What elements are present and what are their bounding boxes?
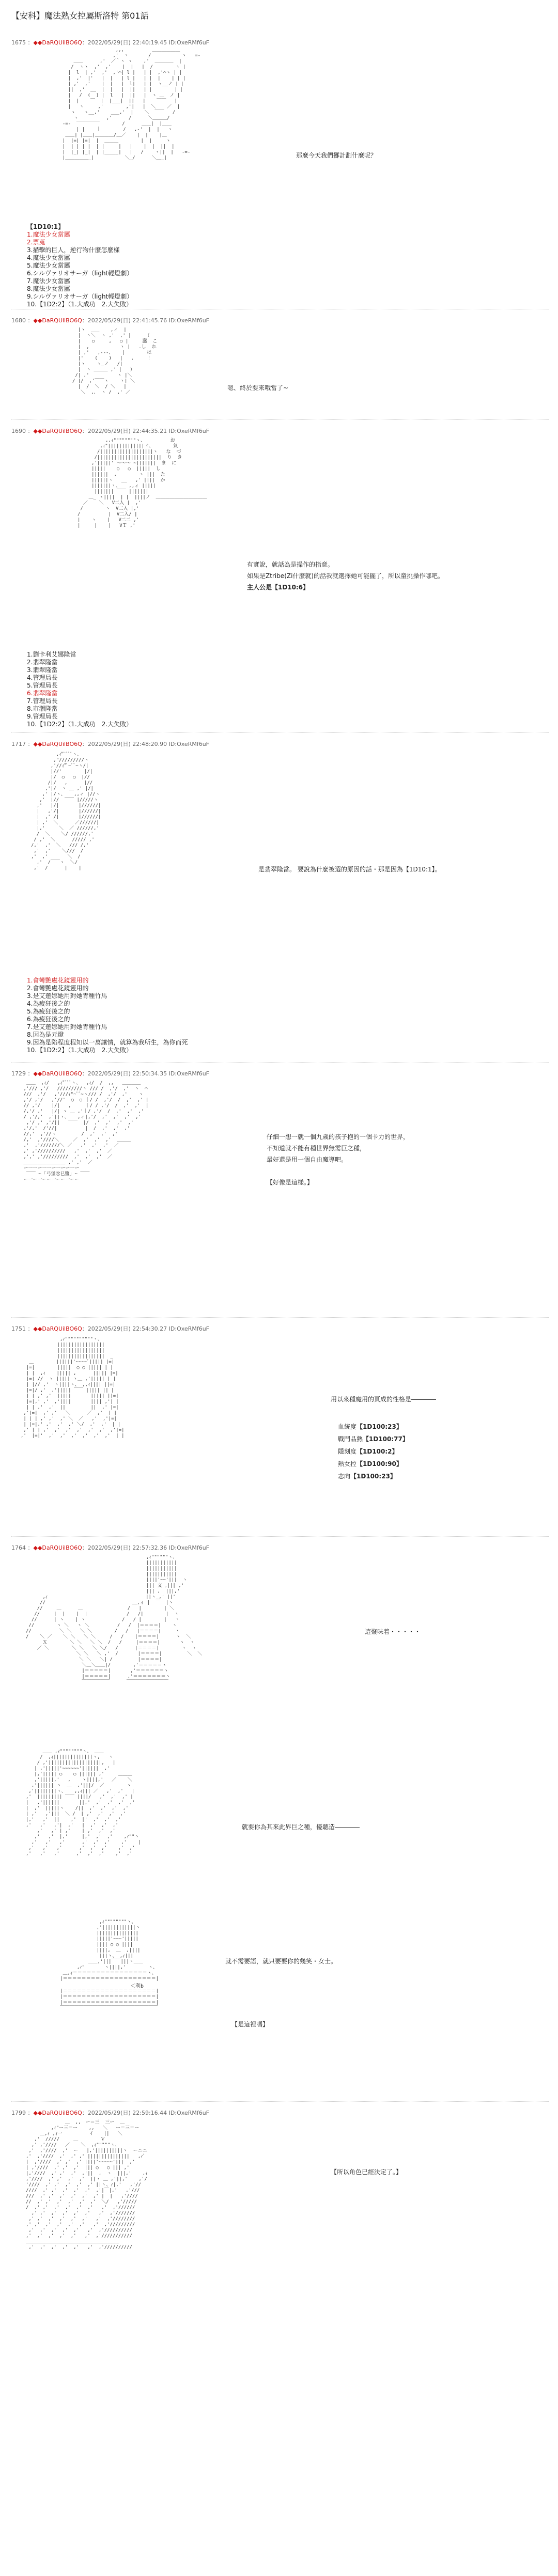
- list-item: 9.因為是陷程度程知以一萬讓情，就算為我所生，為你而死: [27, 1039, 188, 1046]
- ascii-art: ＿ ,, ー＝三 三ー ＿ ,ｨ"ー三＝ー ,, ＼ ー＝三＝ー ＿,ｨ ,ｨ一 ｲ || ＼ ,' ///// ＿ Ｖ ,' ,'//// ／ ＼ ,ｨ"""""ヽ、 ,' ,'//// ,' ー |,'||||||||||ヽ ーニニ ,' ,'//// ,' ,' ,' ||||||||||||||| ,ｨﾞ | ,'//// ,' ,' ,' ||||'~~~~~'||| ,' | ,'//// ,' ,' ,' ||| ○ ○ ||| ,' |,'//// ,' ,' ,' ,'|| , ヽ |||,' ,ｨ ,'//// ,' ,' ,' ,' ||ヽ ＿ ,'||,' ,'/ '//// ,' ,' ,' ,' ,' ||ヽ、ｨ|,' ,'// //// ,' ,' ,' ,' ,' ,'|￣|,' ,'/// /// ,' ,' ,' ,' ,' ,' | | ,'//// // ,' ,' ,' ,' ,' ,' ＼/ ,'///// / ,' ,' ,' ,' ,' ,' ,' ,'////// ,' ,' ,' ,' ,' ,' ,' ,'/////// ,' ,' ,' ,' ,' ,' ,' ,'//////// ,' ,' ,' ,' ,' ,' ,' ,'///////// ,' ,' ,' ,' ,' ,' ,'////////// ,' ,' ,' ,' ,' ,' ,'/////////// ＿＿＿＿＿＿＿＿＿＿＿＿＿＿＿＿＿＿＿＿ ,' ,' ,' ,' ,' ,' ,'//////////: [26, 2120, 148, 2250]
- choice-list: [27, 977, 188, 1054]
- post: [11, 427, 549, 435]
- post-number: 1675: [11, 39, 26, 46]
- list-item: 5.為疲狂後之的: [27, 1008, 70, 1015]
- list-item: 1.會彎艷處花鏡靈用的: [27, 977, 89, 984]
- speech-line: 不知道就不能有種世界無需巨之種，: [267, 1145, 366, 1152]
- speech-text: 那麼今天我們擲計劃什麼呢？: [296, 152, 377, 159]
- post-id[interactable]: ID:OxeRMf6uF: [168, 1070, 209, 1077]
- stat-label: 隱刻度: [338, 1448, 357, 1455]
- stat-value: 【1D100:2】: [357, 1448, 398, 1455]
- author-name[interactable]: ◆DaRQUilBO6Q: [37, 317, 82, 324]
- post-number: 1729: [11, 1070, 26, 1077]
- author-name[interactable]: ◆DaRQUilBO6Q: [37, 1070, 82, 1077]
- stat-label: 血統度: [338, 1423, 357, 1430]
- post-number: 1680: [11, 317, 26, 324]
- author-name[interactable]: ◆DaRQUilBO6Q: [37, 1325, 82, 1332]
- divider: [11, 732, 549, 733]
- stat-row: [338, 1470, 409, 1482]
- post-number: 1690: [11, 428, 26, 434]
- list-item: 2.翡翠隆當: [27, 659, 58, 666]
- list-header: 【1D10:1】: [27, 223, 65, 230]
- stat-row: [338, 1458, 409, 1470]
- trip-icon: ◆: [33, 1544, 38, 1551]
- divider: [11, 1536, 549, 1537]
- stat-list: [338, 1420, 409, 1482]
- author-name[interactable]: ◆DaRQUilBO6Q: [37, 741, 82, 747]
- ascii-art-label: ＜利b: [130, 1984, 144, 1989]
- list-item: 7.魔法少女當屬: [27, 277, 70, 285]
- author-name[interactable]: ◆DaRQUilBO6Q: [37, 428, 82, 434]
- post-time: 2022/05/29(日) 22:40:19.45: [87, 39, 167, 46]
- author-name[interactable]: ◆DaRQUilBO6Q: [37, 1544, 82, 1551]
- list-item: 6.翡翠隆當: [27, 690, 58, 697]
- post-header: 1751 ：◆◆DaRQUilBO6Q：2022/05/29(日) 22:54:30.27 ID:OxeRMf6uF: [11, 1325, 209, 1332]
- ascii-art: |＝＝＝＝＝＝＝＝＝＝＝＝＝＝＝＝＝＝＝＝| |＝＝＝＝＝＝＝＝＝＝＝＝＝＝＝＝＝＝＝＝| |＝＝＝＝＝＝＝＝＝＝＝＝＝＝＝＝＝＝＝＝| ￣￣￣￣￣￣￣￣￣￣￣￣￣￣￣￣￣￣￣￣￣: [60, 1989, 159, 2011]
- author-name[interactable]: ◆DaRQUilBO6Q: [37, 2110, 82, 2116]
- ascii-art: |ヽ ___ ,ィ | | ヽ＼ ヽ ,' ,' | （ | ○ , ○ | 蠢 こ | , ヽ | .し れ | ,' ,-‐-、 | は |' ( ) | . ！ |ヽ ヽ_ノ /| | ヽ ＿＿＿ ,' | ） /| ,' ヽ |＼ / |/ ,'￣￣ヽ ヽ| ＼ | / ＼ / ＼ | ＼ ,、 ヽ / ,' ／: [72, 327, 158, 395]
- trip-icon: ◆: [33, 2110, 38, 2116]
- ascii-art: ,ｨ"ﾞﾞﾞﾞヽ、 ,"/////////ヽ ,'//ｨ"ﾞ~ﾞﾞ~ヽ/| |//' |/| |/ ○ ○ |// /|/ , |// ,'|/ ヽ ＿ ,' |/| ,' |/ヽ、 ,,ィ |//ヽ ,' |// ￣￣ |/////ヽ ,' |/| |//////| | ,'/| |//////| | ,' /| |//////| | ,' ＼ ／//////| |,' ＼ ／ //////,' / ＼ ＼/ //////,' / ,' ＼ ///// ,' /,' ,' ＼ /// /,' ,' ,' ＼/// / ,' ,' ＼ / ,' /￣￣ヽ ＼/ ,' / | |: [31, 752, 101, 871]
- post-header: 1675 ：◆◆DaRQUilBO6Q：2022/05/29(日) 22:40:19.45 ID:OxeRMf6uF: [11, 39, 209, 46]
- ascii-art: ,,ｨ""""""""ヽ、 お ,ｨ"|||||||||||||ヾ、 氣 /|||||||||||||||||||ヽ な づ /||||||||||||||||||||||| り き ,'|||||' ～～～ ~||||||| ま に ||||| ○ ○ ||||| し |||||| , ヽ ||| た ||||||ヽ __ ,' |||| か |||||||ヽ、 ,,ィ ||||| ||||||| ￣￣ ||||||| ＿_ ヽ|||| | | ||||ノ ＿＿＿＿＿＿＿＿＿＿＿ ／ ＼ V二入 | ,' / ヽ V二入 |,' / | V二入/ | | ヽ | V二二 ,' | | | VＴ ,': [78, 438, 207, 528]
- list-item: 4.管理局長: [27, 674, 58, 681]
- speech-text: 就要你為其來此界巨之種，優聽造――――: [242, 1823, 360, 1831]
- ascii-art: ,,, ＿＿＿＿＿＿ ,' ヽ / ヽ =- ＿＿ ,' ／｀ヽ ヽ ,' ＿＿＿＿ | / ヽヽ ,' ,' | | | / ヽ | | l | ,' ,' ,'⌒| l | | | ,'⌒ヽ | | | ,' |' | | | l | | | | | | | | ,' ,' | | | l| | | ヽ__ノ | | || ,' __ | | | || | | | | | / ( ) | l | || | ヽ ＿ ノ | | | ￣ | |___| || | ￣￣ | | ヽ ,' ,'| | ＼ ／ | ヽ ヽ__,' ___,' | ＼ ￣￣ / ヽ ,' / ＼＿＿＿/ -=- ￣￣￣￣￣ / ＿＿| |＿＿ | | ｜ / ,-' | | ヽ ＿＿| |＿＿|＿＿＿＿/＿／ | | |＿ | |=| |=| | ＿＿＿ | | ヽ | | | | | | | | | | | || | | |_| |_| | |_____| | / ヽ|| | -=- |＿＿＿＿＿_| ＼_/ ＼＿_|: [62, 48, 201, 161]
- stat-label: 熱女控: [338, 1460, 357, 1467]
- post-number: 1717: [11, 741, 26, 747]
- post: [11, 1324, 549, 1333]
- post-header: 1680 ：◆◆DaRQUilBO6Q：2022/05/29(日) 22:41:45.76 ID:OxeRMf6uF: [11, 317, 209, 324]
- list-item: 10.【1D2:2】（1.大成功 2.大失敗）: [27, 1047, 133, 1054]
- list-item: 4.魔法少女當屬: [27, 254, 70, 261]
- post: [11, 740, 549, 748]
- post-time: 2022/05/29(日) 22:44:35.21: [87, 428, 167, 434]
- list-item: 9.シルヴァリオサーガ（light輕燈劇）: [27, 293, 133, 300]
- speech-line: 【好像是這樣。】: [267, 1179, 314, 1186]
- stat-value: 【1D100:23】: [350, 1473, 396, 1480]
- list-item: 8.市潮隆當: [27, 705, 58, 712]
- stat-value: 【1D100:77】: [363, 1435, 409, 1443]
- author-name[interactable]: ◆DaRQUilBO6Q: [37, 39, 82, 46]
- divider: [11, 419, 549, 420]
- list-item: 2.票蒐: [27, 239, 45, 246]
- page-title: 【安科】魔法熟女控屬斯洛特 第01話: [11, 11, 149, 21]
- list-item: 3.翡翠隆當: [27, 666, 58, 674]
- speech-line: [267, 1165, 409, 1177]
- list-item: 2.會彎艷處花鏡靈用的: [27, 985, 89, 992]
- list-item: 4.為疲狂後之的: [27, 1000, 70, 1007]
- stat-label: 志向: [338, 1473, 351, 1480]
- speech-line: 有實說，就話為是操作的指意。: [247, 561, 334, 568]
- speech-text: 就不需要語，就只要要你的幾笑・女士。: [225, 1958, 337, 1965]
- post-id[interactable]: ID:OxeRMf6uF: [168, 1544, 209, 1551]
- speech-text: 【所以角色已經決定了。】: [331, 2168, 402, 2176]
- post-id[interactable]: ID:OxeRMf6uF: [168, 2110, 209, 2116]
- speech-block: [247, 559, 444, 593]
- post: [11, 2109, 549, 2117]
- trip-icon: ◆: [33, 428, 38, 434]
- ascii-art: ＿＿ ,ｨ""""""""ヽ、 ＿＿ / ,ｨ||||||||||||||ヽ, ヽ / ,'|||||||||||||||||||, | | ,'|||||'~~~~~~'|||||| ,' |,'||||| ○ ○ |||||| ,' ＿＿＿ ,'|||||,' , ヽ||||,' ／ ＼ ,'|||||| ヽ ＿ ,'|||/ ／ ヽ ,'||||||||ヽ、 ,,ｨ||| ／ ,' ,' | ,' ||||||||| ￣￣ ||||/ ,' ,' ,' | | ,'|||||| ||,' ,' ,' ,' ,' | ,' |||||ヽ /|| ,' ,' ,' ,' | ,' ,'||| ＼ / | ,' ,' ,' ,' |,' ,' || ,' |' ,' ,' ,' ,' ,' ,'| ,' | ,' ,' ,' ,' ,' | ,' | ,' ,' ,' ,' ,' |,' |,' ,' ,' ,ｨ""ヽ ,' ,' ,' ,' ,' ,' ,' | ,' ,' ,' ,' ,' ,' ,' ,' ,' ,' ,' ,' ,' ,' ,' ,': [26, 1749, 141, 1856]
- stat-row: [338, 1445, 409, 1458]
- divider: [11, 1317, 549, 1318]
- speech-line: 仔細一想一就一個九歲的孩子抱的一個卡力的世界，: [267, 1133, 410, 1141]
- speech-text: 【是這裡嗎】: [231, 2021, 269, 2028]
- ascii-art: ,ｨ""""""ヽ、 ||||||||||| ||||||||||| ||||||||||| ||||'~~'||| ヽ ||| 文 ｡||| ,' ||| , |||,' ,ｨ ||ヽ_,' ||' // ＿,ィ | ￣ |ヽ // ＿ ＿ / | | ＼ // | | | | / /| | ヽ // | ヽ | ヽ / / | | ヽ // ヽ ＼ ヽ ＼ / / |＝＝＝＝| ヽ // ＼ ＼ ＼ ＼ / / |＝＝＝＝| ヽ / ＼ ／ ＼ ＼ ＼ ＼ / / |＝＝＝＝| ヽ ＼ Ｘ ＼ ＼ ＼ ＼ / / |＝＝＝＝| ヽ ヽ ／ ＼ ＼ ＼ ＼ ＼/ / |＝＝＝＝| ヽ ヽ ＼ ＼ ＼ ,' / |＝＝＝＝| ＼ ＼ ＼ ＼ ＼| / |＝＝＝＝| ＼＿＼＿＿|/ ,'＝＝＝＝＝ヽ |＝＝＝＝＝| ,'＝＝＝＝＝＝ヽ |＝＝＝＝＝| ,'＝＝＝＝＝＝＝ヽ ￣￣￣￣￣￣ ￣￣￣￣￣￣￣￣￣: [26, 1555, 203, 1685]
- divider: [11, 1062, 549, 1063]
- post: [11, 38, 549, 46]
- list-item: 5.管理局長: [27, 682, 58, 689]
- trip-icon: ◆: [33, 39, 38, 46]
- list-item: 8.因為是元燈: [27, 1031, 64, 1038]
- list-item: 6.為疲狂後之的: [27, 1016, 70, 1023]
- post-number: 1764: [11, 1544, 26, 1551]
- speech-line: 如果是Ztribe(Zi什麼就)的話我就選擇她可能擺了，所以童挑操作哪吧。: [247, 572, 444, 580]
- post-time: 2022/05/29(日) 22:41:45.76: [87, 317, 167, 324]
- speech-text: 用以來種魔用的頁成的性格是――――: [331, 1396, 437, 1403]
- speech-block: [267, 1131, 409, 1188]
- post-number: 1751: [11, 1325, 26, 1332]
- list-item: 7.是艾蓮娜她用對她青種竹馬: [27, 1023, 107, 1031]
- post-header: 1799 ：◆◆DaRQUilBO6Q：2022/05/29(日) 22:59:16.44 ID:OxeRMf6uF: [11, 2110, 209, 2116]
- ascii-art: ＿＿ ,ｨ/ ,ｨ"ﾞﾞﾞヽ、 ,ｨ/ / ,, ＿＿＿＿ ,'/// ,'/ /////////ヽ /// / ,'/ ,' ヽ ⌒ /// ,'/ ,'///ｨ"~ﾞﾞ~ヽ/// / ,'/ ,' ヽ ,'/ ,'/ ,'//' ○ ○ ｜/ / ,'/ / ,' ,' | // ,'/ |/| , ｜/ / ,'/ / ,' ,' | /,'/ ,' |/| ヽ ＿ ,'｜/ ,'/ / ,' ,' ,' / ,'/,' ,'||ヽ、 ,ィ|,'/ ,' ,' ,' ,' ,'/ ,' ,'/|| ￣￣ |/ ,' ,' ,' ,' ,'/,' /'//| | / ,' ,' ,' //,' ,'//ヽ / ,' ,' ,' /,' ,'////＼ ／ ,' ,' ,' ＿＿＿ ,' ,'///////＼ ／ ,' ,' ,' ／ ,' ,'////////// ,' ,' ,' ／ ,',' ,'///////// ,' ,' ,' ／ ＿＿＿＿＿＿＿＿＿ ,' ,' ／ ー一一ー一一ー一ーー一ー ￣￣ ~ ｢弓堡忿巳鹽｣ ~ ￣￣ ー一ー一ーー一ーー一ーー: [23, 1081, 149, 1182]
- post-time: 2022/05/29(日) 22:59:16.44: [87, 2110, 167, 2116]
- post-id[interactable]: ID:OxeRMf6uF: [168, 741, 209, 747]
- post-id[interactable]: ID:OxeRMf6uF: [168, 317, 209, 324]
- post-id[interactable]: ID:OxeRMf6uF: [168, 428, 209, 434]
- stat-row: [338, 1433, 409, 1445]
- post-time: 2022/05/29(日) 22:50:34.35: [87, 1070, 167, 1077]
- stat-row: [338, 1420, 409, 1433]
- list-item: 10.【1D2:2】（1.大成功 2.大失敗）: [27, 301, 133, 308]
- trip-icon: ◆: [33, 1070, 38, 1077]
- list-item: 1.魔法少女當屬: [27, 231, 70, 238]
- divider: [11, 2101, 549, 2102]
- list-item: 3.是艾蓮娜她用對她青種竹馬: [27, 992, 107, 1000]
- trip-icon: ◆: [33, 1325, 38, 1332]
- stat-value: 【1D100:23】: [357, 1423, 402, 1430]
- post-id[interactable]: ID:OxeRMf6uF: [168, 39, 209, 46]
- ascii-art: ,ｨ""""""""""ヽ、 ||||||||||||||||| ||||||||||||||||| ||||||||||||||||| _ ＿ ||||||'~~~~ﾞ||||| |=| |=| ||||| ○ ○ ||||| | | | | ,ｨ ||||| , ||||| |=| |=| // ヽ ||||| ヽ＿ ,'||||| | | | |// ,' ヽ||||ヽ、 ,,ｨ|||| ||=| |=|/ ,' ,'||||| ￣￣ ||||| || | | | ,' ,' ||||| ||||| ||=| |=|,' ,' ,'|||| |||| ,'| | | | ,' ,' || || ,' |=| ,'|=| ,' ,' ＼ ／ ,' | | | | | ,' ,' ,' ＼ ／ ,' ,'|=| | |=|,' ,' ,' ,' ＼/ ,' ,' | | ,' | | ,' ,' ,' ,' ,' ,' ,'|=| ,' |=|' ,' ,' ,' ,' ,' ,' | |: [21, 1337, 125, 1439]
- post-time: 2022/05/29(日) 22:48:20.90: [87, 741, 167, 747]
- list-item: 1.劉卡利艾娜隆當: [27, 651, 76, 658]
- choice-list: [27, 223, 133, 308]
- speech-line: 最好還是用一個自由魔導吧。: [267, 1156, 348, 1163]
- stat-value: 【1D100:90】: [357, 1460, 402, 1467]
- post-id[interactable]: ID:OxeRMf6uF: [168, 1325, 209, 1332]
- speech-text: 這聚味着・・・・・: [365, 1628, 421, 1635]
- speech-line: 主人公是【1D10:6】: [247, 584, 309, 591]
- post: [11, 1543, 549, 1552]
- post-time: 2022/05/29(日) 22:57:32.36: [87, 1544, 167, 1551]
- list-item: 10.【1D2:2】（1.大成功 2.大失敗）: [27, 721, 133, 728]
- list-item: 9.管理局長: [27, 713, 58, 720]
- ascii-art: ,ｨ""""""""ヽ、 ,'||||||||||||ヽ ||||||||||||||| |||||'~~~'||||| |||| ○ ○ |||| ||||, ＿ ,|||| |||ヽ、 ,ｨ||| ＿＿,'|||￣￣|||ヽ＿＿ ,ｨ" ヽ||||,' ヽ、 ＿,ｨ＝＝＝＝＝＝＝＝＝＝＝＝＝＝＝＝ヽ、 |＝＝＝＝＝＝＝＝＝＝＝＝＝＝＝＝＝＝＝＝|: [60, 1919, 159, 1981]
- list-item: 3.描擊的巨人，逆行物什麼怎麼樣: [27, 246, 120, 254]
- list-item: 7.管理局長: [27, 697, 58, 705]
- post-header: 1717 ：◆◆DaRQUilBO6Q：2022/05/29(日) 22:48:20.90 ID:OxeRMf6uF: [11, 741, 209, 747]
- post-header: 1764 ：◆◆DaRQUilBO6Q：2022/05/29(日) 22:57:32.36 ID:OxeRMf6uF: [11, 1544, 209, 1551]
- speech-text: 嗯、終於要來哦當了~: [227, 384, 289, 392]
- list-item: 8.魔法少女當屬: [27, 285, 70, 292]
- post: [11, 316, 549, 324]
- list-item: 6.シルヴァリオサーガ（light輕燈劇）: [27, 270, 133, 277]
- list-item: 5.魔法少女當屬: [27, 262, 70, 269]
- post-header: 1729 ：◆◆DaRQUilBO6Q：2022/05/29(日) 22:50:34.35 ID:OxeRMf6uF: [11, 1070, 209, 1077]
- post: [11, 1069, 549, 1078]
- post-number: 1799: [11, 2110, 26, 2116]
- stat-label: 戰鬥品熟: [338, 1435, 363, 1443]
- trip-icon: ◆: [33, 741, 38, 747]
- speech-text: 是翡翠隆當。 要說為什麼被選的原因的話・那是因為【1D10:1】。: [258, 866, 441, 873]
- choice-list: [27, 651, 132, 728]
- post-time: 2022/05/29(日) 22:54:30.27: [87, 1325, 167, 1332]
- post-header: 1690 ：◆◆DaRQUilBO6Q：2022/05/29(日) 22:44:35.21 ID:OxeRMf6uF: [11, 428, 209, 434]
- trip-icon: ◆: [33, 317, 38, 324]
